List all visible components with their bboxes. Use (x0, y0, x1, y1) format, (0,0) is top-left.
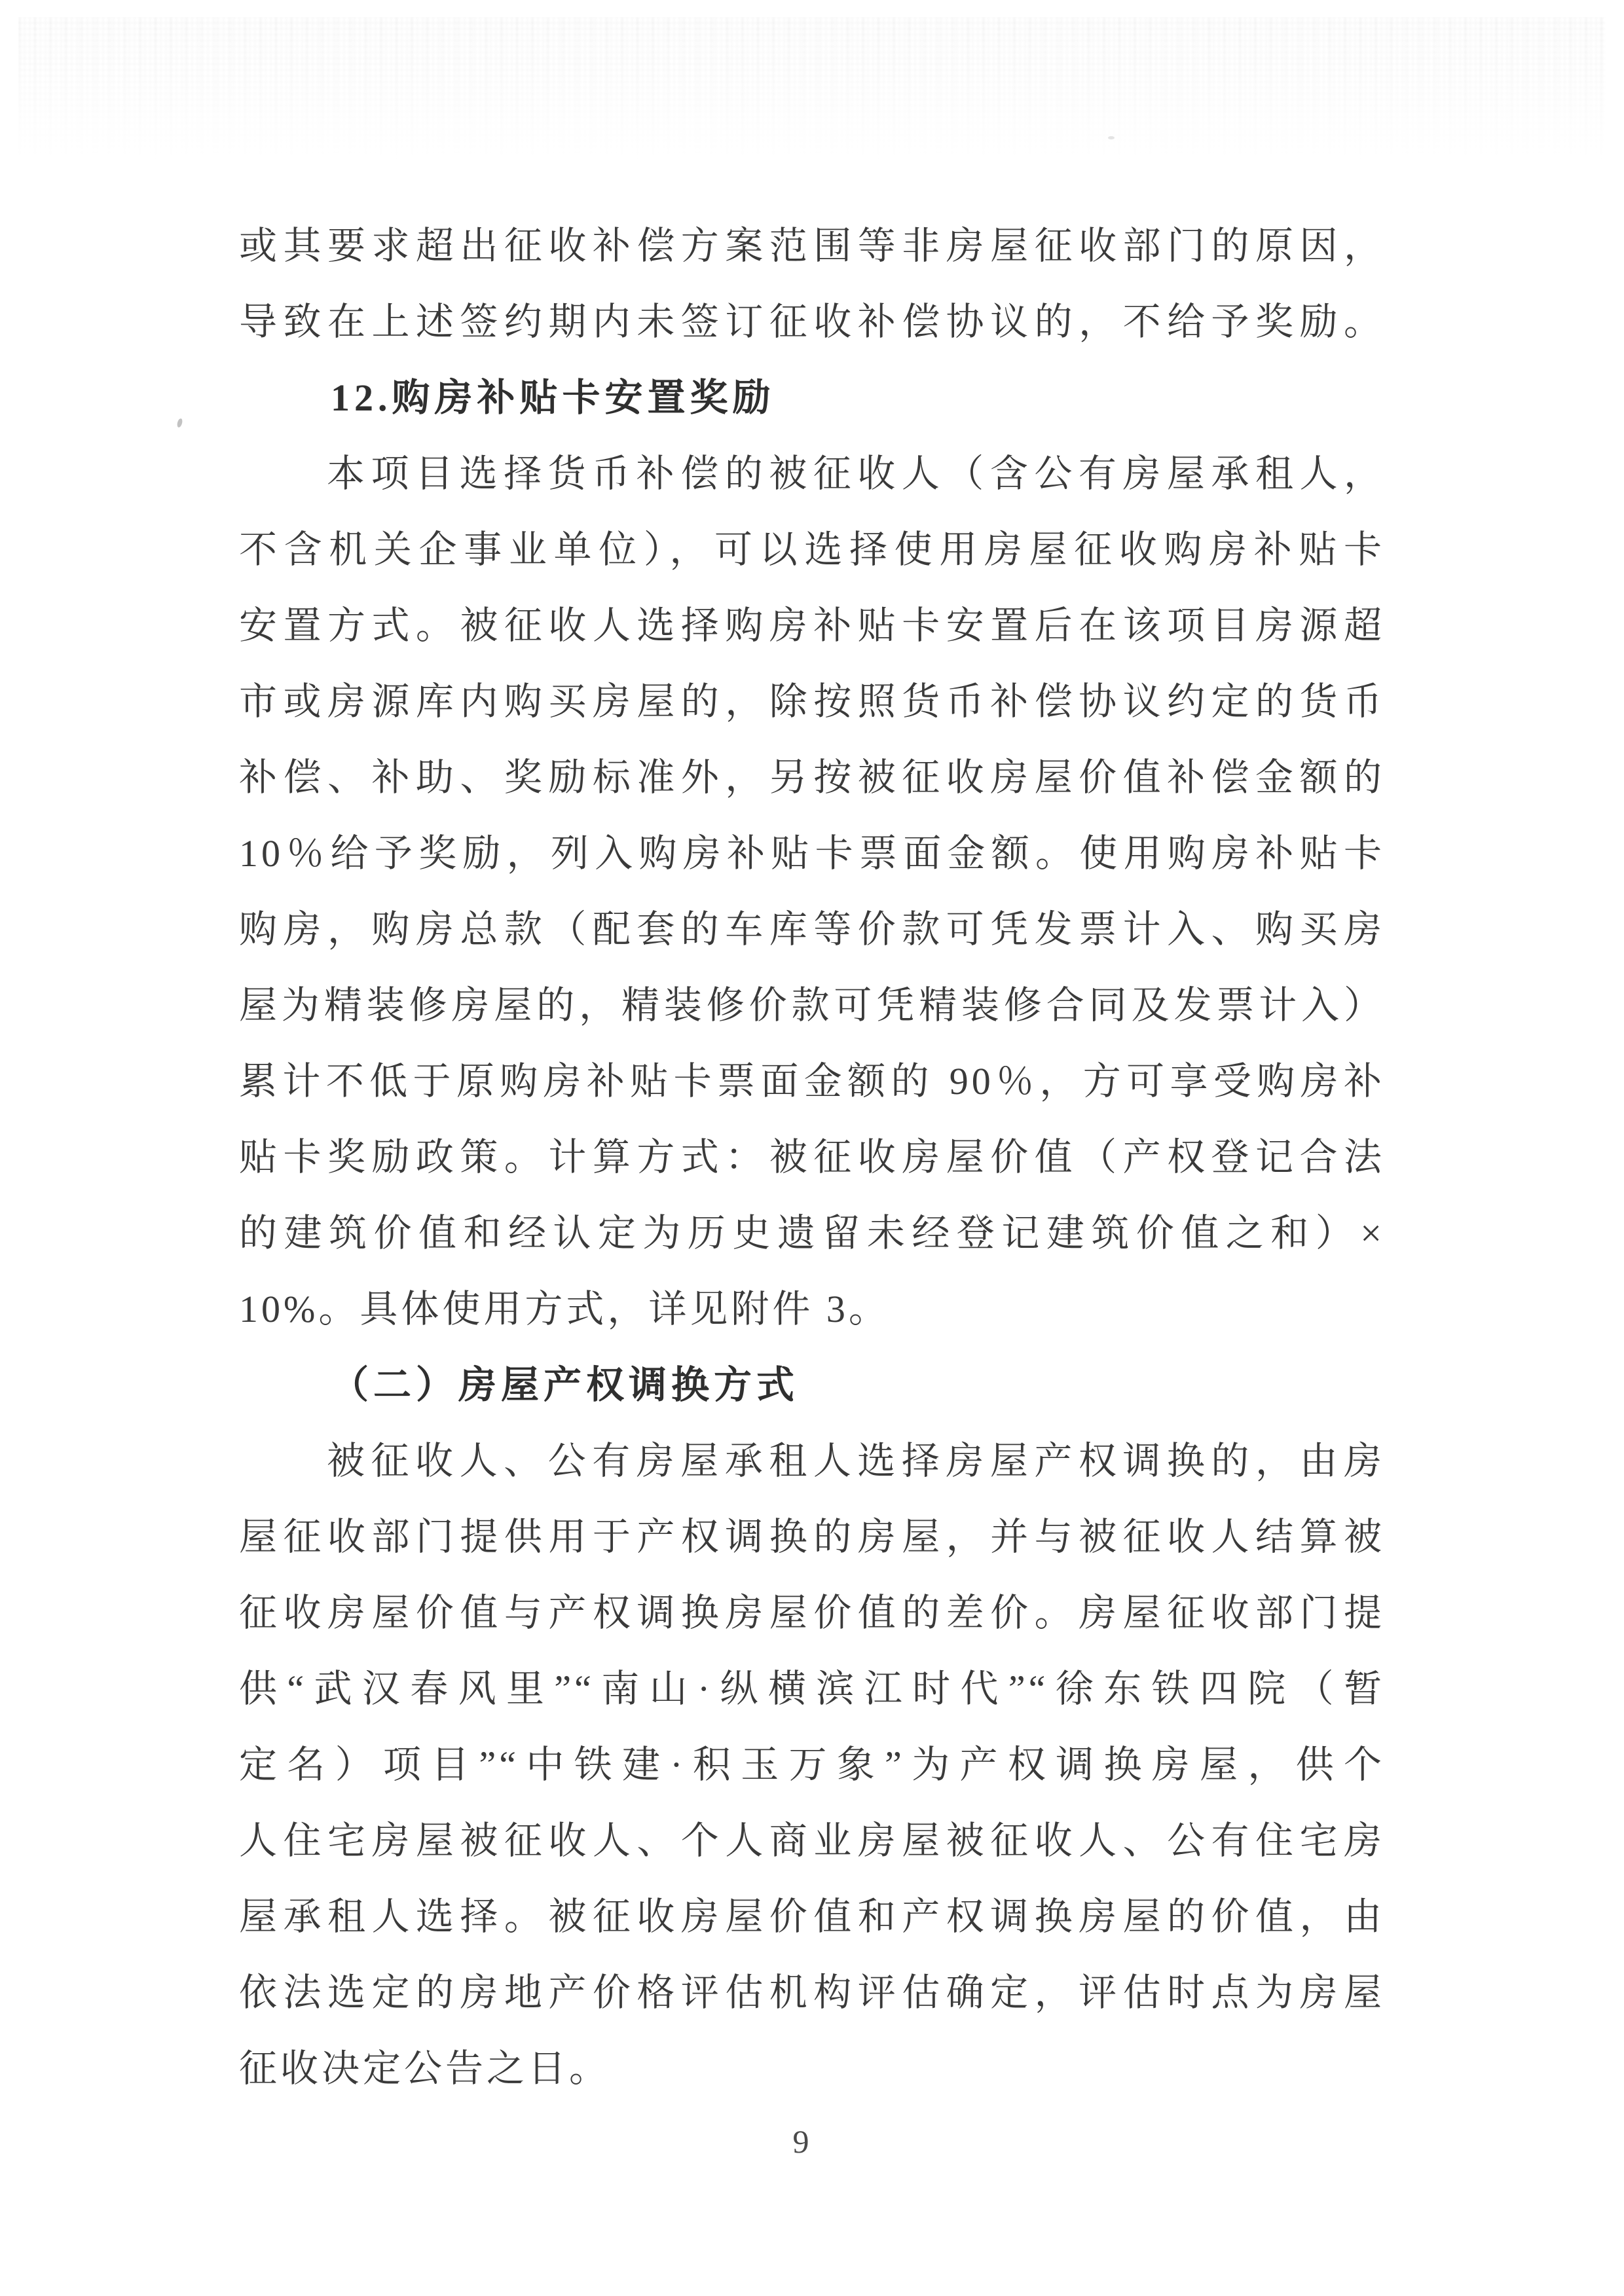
text-line: 不含机关企事业单位），可以选择使用房屋征收购房补贴卡 (239, 528, 1385, 571)
text-line: 定名）项目”“中铁建·积玉万象”为产权调换房屋，供个 (239, 1743, 1385, 1786)
text-line: 贴卡奖励政策。计算方式：被征收房屋价值（产权登记合法 (239, 1136, 1385, 1178)
text-line: 屋承租人选择。被征收房屋价值和产权调换房屋的价值，由 (239, 1895, 1385, 1938)
text-line: 征收决定公告之日。 (239, 2047, 611, 2090)
text-line: 补偿、补助、奖励标准外，另按被征收房屋价值补偿金额的 (239, 756, 1385, 799)
document-body (239, 208, 1385, 2107)
text-line: 征收房屋价值与产权调换房屋价值的差价。房屋征收部门提 (239, 1592, 1385, 1634)
ink-speck (176, 418, 183, 428)
text-line: 屋征收部门提供用于产权调换的房屋，并与被征收人结算被 (239, 1516, 1385, 1558)
ink-speck (1108, 136, 1115, 139)
text-line: 购房，购房总款（配套的车库等价款可凭发票计入、购买房 (239, 908, 1385, 951)
scan-noise-artifact (18, 17, 1606, 171)
text-line: 被征收人、公有房屋承租人选择房屋产权调换的，由房 (327, 1440, 1385, 1482)
text-line: 人住宅房屋被征收人、个人商业房屋被征收人、公有住宅房 (239, 1819, 1385, 1862)
text-line: 供“武汉春风里”“南山·纵横滨江时代”“徐东铁四院（暂 (239, 1667, 1385, 1710)
text-line: 本项目选择货币补偿的被征收人（含公有房屋承租人， (327, 452, 1385, 495)
text-line: 10%。具体使用方式，详见附件 3。 (239, 1288, 890, 1330)
text-line: 安置方式。被征收人选择购房补贴卡安置后在该项目房源超 (239, 604, 1385, 647)
text-line: 市或房源库内购买房屋的，除按照货币补偿协议约定的货币 (239, 680, 1385, 723)
text-line: 累计不低于原购房补贴卡票面金额的 90％，方可享受购房补 (239, 1060, 1385, 1102)
text-line: 或其要求超出征收补偿方案范围等非房屋征收部门的原因， (239, 225, 1385, 267)
section-heading: 12.购房补贴卡安置奖励 (331, 376, 775, 419)
text-line: 的建筑价值和经认定为历史遗留未经登记建筑价值之和）× (239, 1212, 1385, 1254)
page-number: 9 (792, 2123, 809, 2160)
text-line: 10％给予奖励，列入购房补贴卡票面金额。使用购房补贴卡 (239, 832, 1385, 875)
text-line: 导致在上述签约期内未签订征收补偿协议的，不给予奖励。 (239, 301, 1385, 343)
section-heading: （二）房屋产权调换方式 (331, 1364, 800, 1406)
text-line: 屋为精装修房屋的，精装修价款可凭精装修合同及发票计入） (239, 984, 1385, 1027)
text-line: 依法选定的房地产价格评估机构评估确定，评估时点为房屋 (239, 1971, 1385, 2014)
